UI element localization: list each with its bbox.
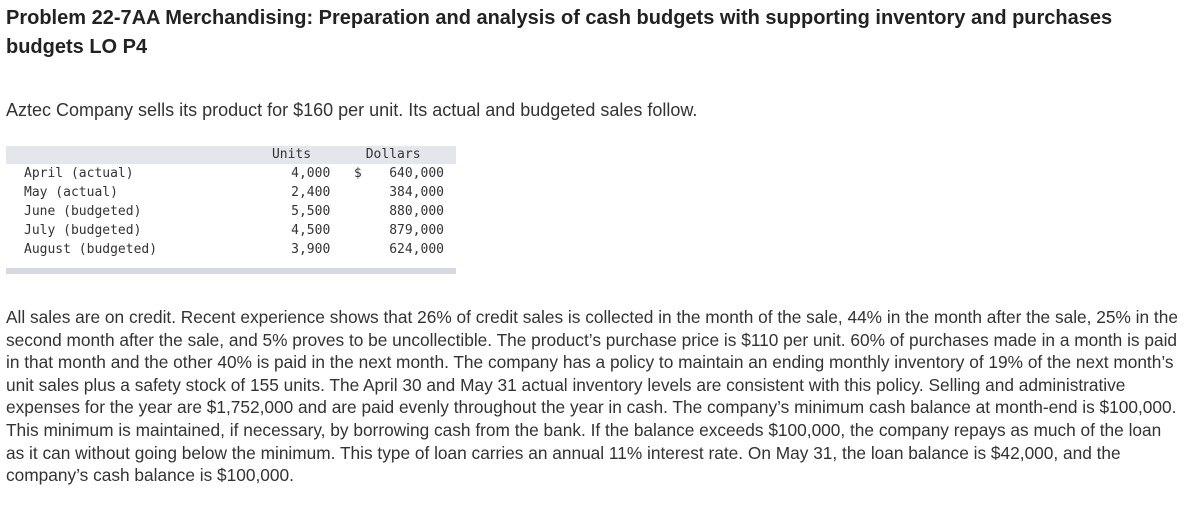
row-units: 4,000 [291,166,331,181]
row-units: 4,500 [291,223,331,238]
table-footer-divider [6,268,456,274]
row-dollars: 624,000 [389,242,444,257]
intro-text: Aztec Company sells its product for $160 per unit. Its actual and budgeted sales follow. [6,100,698,120]
row-dollars: 879,000 [389,223,444,238]
row-currency-sign [330,183,361,202]
row-dollars: 384,000 [389,185,444,200]
row-currency-sign [330,240,361,259]
header-dollars: Dollars [365,147,421,162]
row-currency-sign [330,221,361,240]
row-label: August (budgeted) [24,242,158,257]
sales-table [6,146,456,259]
table-header-row [6,146,456,164]
sales-table-container [6,146,456,274]
row-label: July (budgeted) [24,223,142,238]
row-label: May (actual) [24,185,118,200]
row-currency-sign [330,202,361,221]
table-row [6,164,456,183]
row-units: 3,900 [291,242,331,257]
problem-title: Problem 22-7AA Merchandising: Preparation and analysis of cash budgets with supporting inventory and purchases budgets LO P4 [6,7,1113,58]
row-label: June (budgeted) [24,204,142,219]
header-units: Units [271,147,312,162]
row-dollars: 880,000 [389,204,444,219]
table-row [6,240,456,259]
row-currency-sign: $ [353,166,362,181]
row-label: April (actual) [24,166,134,181]
header-label [6,146,253,164]
table-row [6,183,456,202]
table-row [6,221,456,240]
row-dollars: 640,000 [389,166,444,181]
row-units: 5,500 [291,204,331,219]
problem-body-text: All sales are on credit. Recent experience shows that 26% of credit sales is collected in the month of the sale, 44% in the month after the sale, 25% in the second month after the sale, and 5% proves to be uncollectible. The product’s purchase price is $110 per unit. 60% of purchases made in a month is paid in that month and the other 40% is paid in the next month. The company has a policy to maintain an ending monthly inventory of 19% of the next month’s unit sales plus a safety stock of 155 units. The April 30 and May 31 actual inventory levels are consistent with this policy. Selling and administrative expenses for the year are $1,752,000 and are paid evenly throughout the year in cash. The company’s minimum cash balance at month-end is $100,000. This minimum is maintained, if necessary, by borrowing cash from the bank. If the balance exceeds $100,000, the company repays as much of the loan as it can without going below the minimum. This type of loan carries an annual 11% interest rate. On May 31, the loan balance is $42,000, and the company’s cash balance is $100,000. [6,307,1178,486]
row-units: 2,400 [291,185,331,200]
table-row [6,202,456,221]
